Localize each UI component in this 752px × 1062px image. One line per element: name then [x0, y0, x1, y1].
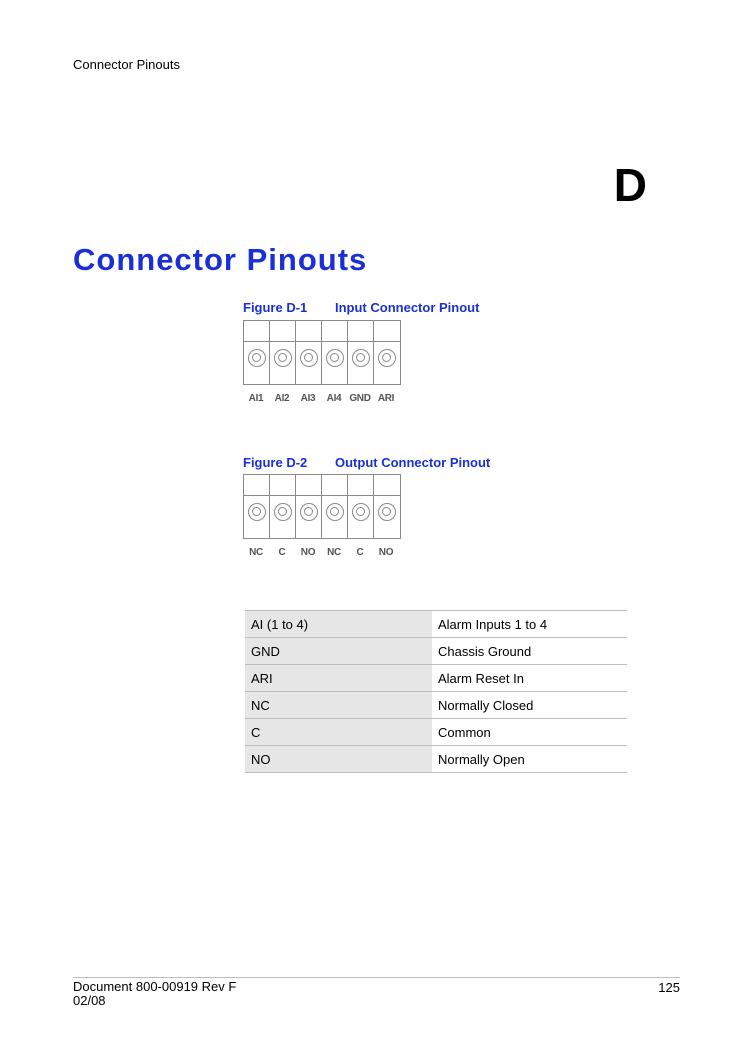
pin-name-cell: C	[245, 719, 432, 746]
page-number: 125	[658, 980, 680, 995]
pin-label: ARI	[377, 393, 395, 404]
footer-doc-id: Document 800-00919 Rev F	[73, 979, 237, 994]
table-row	[245, 638, 627, 665]
pin-label: NO	[378, 547, 394, 558]
screw-terminal-icon	[274, 349, 292, 367]
pin-label: AI4	[326, 393, 342, 404]
screw-terminal-icon	[300, 503, 318, 521]
table-row	[245, 692, 627, 719]
pin-name-cell: NO	[245, 746, 432, 773]
page-title: Connector Pinouts	[73, 242, 368, 277]
screw-terminal-icon	[248, 349, 266, 367]
chapter-letter: D	[613, 159, 647, 211]
figure-number: Figure D-1	[243, 300, 308, 315]
screw-terminal-icon	[378, 349, 396, 367]
pin-label: AI2	[274, 393, 290, 404]
input-connector-diagram	[243, 320, 401, 404]
terminal-slot	[374, 321, 400, 384]
table-row	[245, 665, 627, 692]
terminal-slot	[348, 475, 374, 538]
footer-date: 02/08	[73, 993, 106, 1008]
pin-description-cell: Normally Closed	[432, 692, 627, 719]
terminal-slot	[270, 321, 296, 384]
terminal-slot	[244, 321, 270, 384]
terminal-slot	[270, 475, 296, 538]
pin-label: C	[356, 547, 364, 558]
pin-label: NO	[300, 547, 316, 558]
pin-name-cell: GND	[245, 638, 432, 665]
screw-terminal-icon	[300, 349, 318, 367]
terminal-slot	[374, 475, 400, 538]
pin-label: AI1	[248, 393, 264, 404]
pin-label: AI3	[300, 393, 316, 404]
footer-doc-info	[73, 980, 236, 1008]
terminal-slot	[296, 475, 322, 538]
pin-description-cell: Normally Open	[432, 746, 627, 773]
screw-terminal-icon	[326, 349, 344, 367]
figure-caption-output	[243, 455, 490, 470]
screw-terminal-icon	[378, 503, 396, 521]
figure-title: Output Connector Pinout	[335, 455, 491, 470]
terminal-slot	[296, 321, 322, 384]
running-header: Connector Pinouts	[73, 57, 180, 72]
pin-label: C	[278, 547, 286, 558]
connector-body	[243, 474, 401, 539]
terminal-slot	[348, 321, 374, 384]
terminal-slot	[322, 321, 348, 384]
output-connector-diagram	[243, 474, 401, 558]
screw-terminal-icon	[248, 503, 266, 521]
pin-name-cell: NC	[245, 692, 432, 719]
table-row	[245, 611, 627, 638]
pin-description-cell: Chassis Ground	[432, 638, 627, 665]
pin-description-cell: Alarm Reset In	[432, 665, 627, 692]
pin-name-cell: ARI	[245, 665, 432, 692]
figure-title: Input Connector Pinout	[335, 300, 480, 315]
pin-description-cell: Common	[432, 719, 627, 746]
footer-divider	[73, 977, 680, 978]
terminal-slot	[244, 475, 270, 538]
screw-terminal-icon	[352, 503, 370, 521]
screw-terminal-icon	[326, 503, 344, 521]
pin-description-cell: Alarm Inputs 1 to 4	[432, 611, 627, 638]
pin-label: NC	[327, 547, 341, 558]
figure-caption-input	[243, 300, 479, 315]
connector-body	[243, 320, 401, 385]
pin-name-cell: AI (1 to 4)	[245, 611, 432, 638]
pinout-table	[245, 610, 627, 773]
pin-labels	[243, 547, 401, 558]
table-row	[245, 746, 627, 773]
pin-label: NC	[249, 547, 263, 558]
pin-label: GND	[349, 393, 371, 404]
terminal-slot	[322, 475, 348, 538]
screw-terminal-icon	[274, 503, 292, 521]
pin-labels	[243, 393, 401, 404]
figure-number: Figure D-2	[243, 455, 308, 470]
screw-terminal-icon	[352, 349, 370, 367]
table-row	[245, 719, 627, 746]
